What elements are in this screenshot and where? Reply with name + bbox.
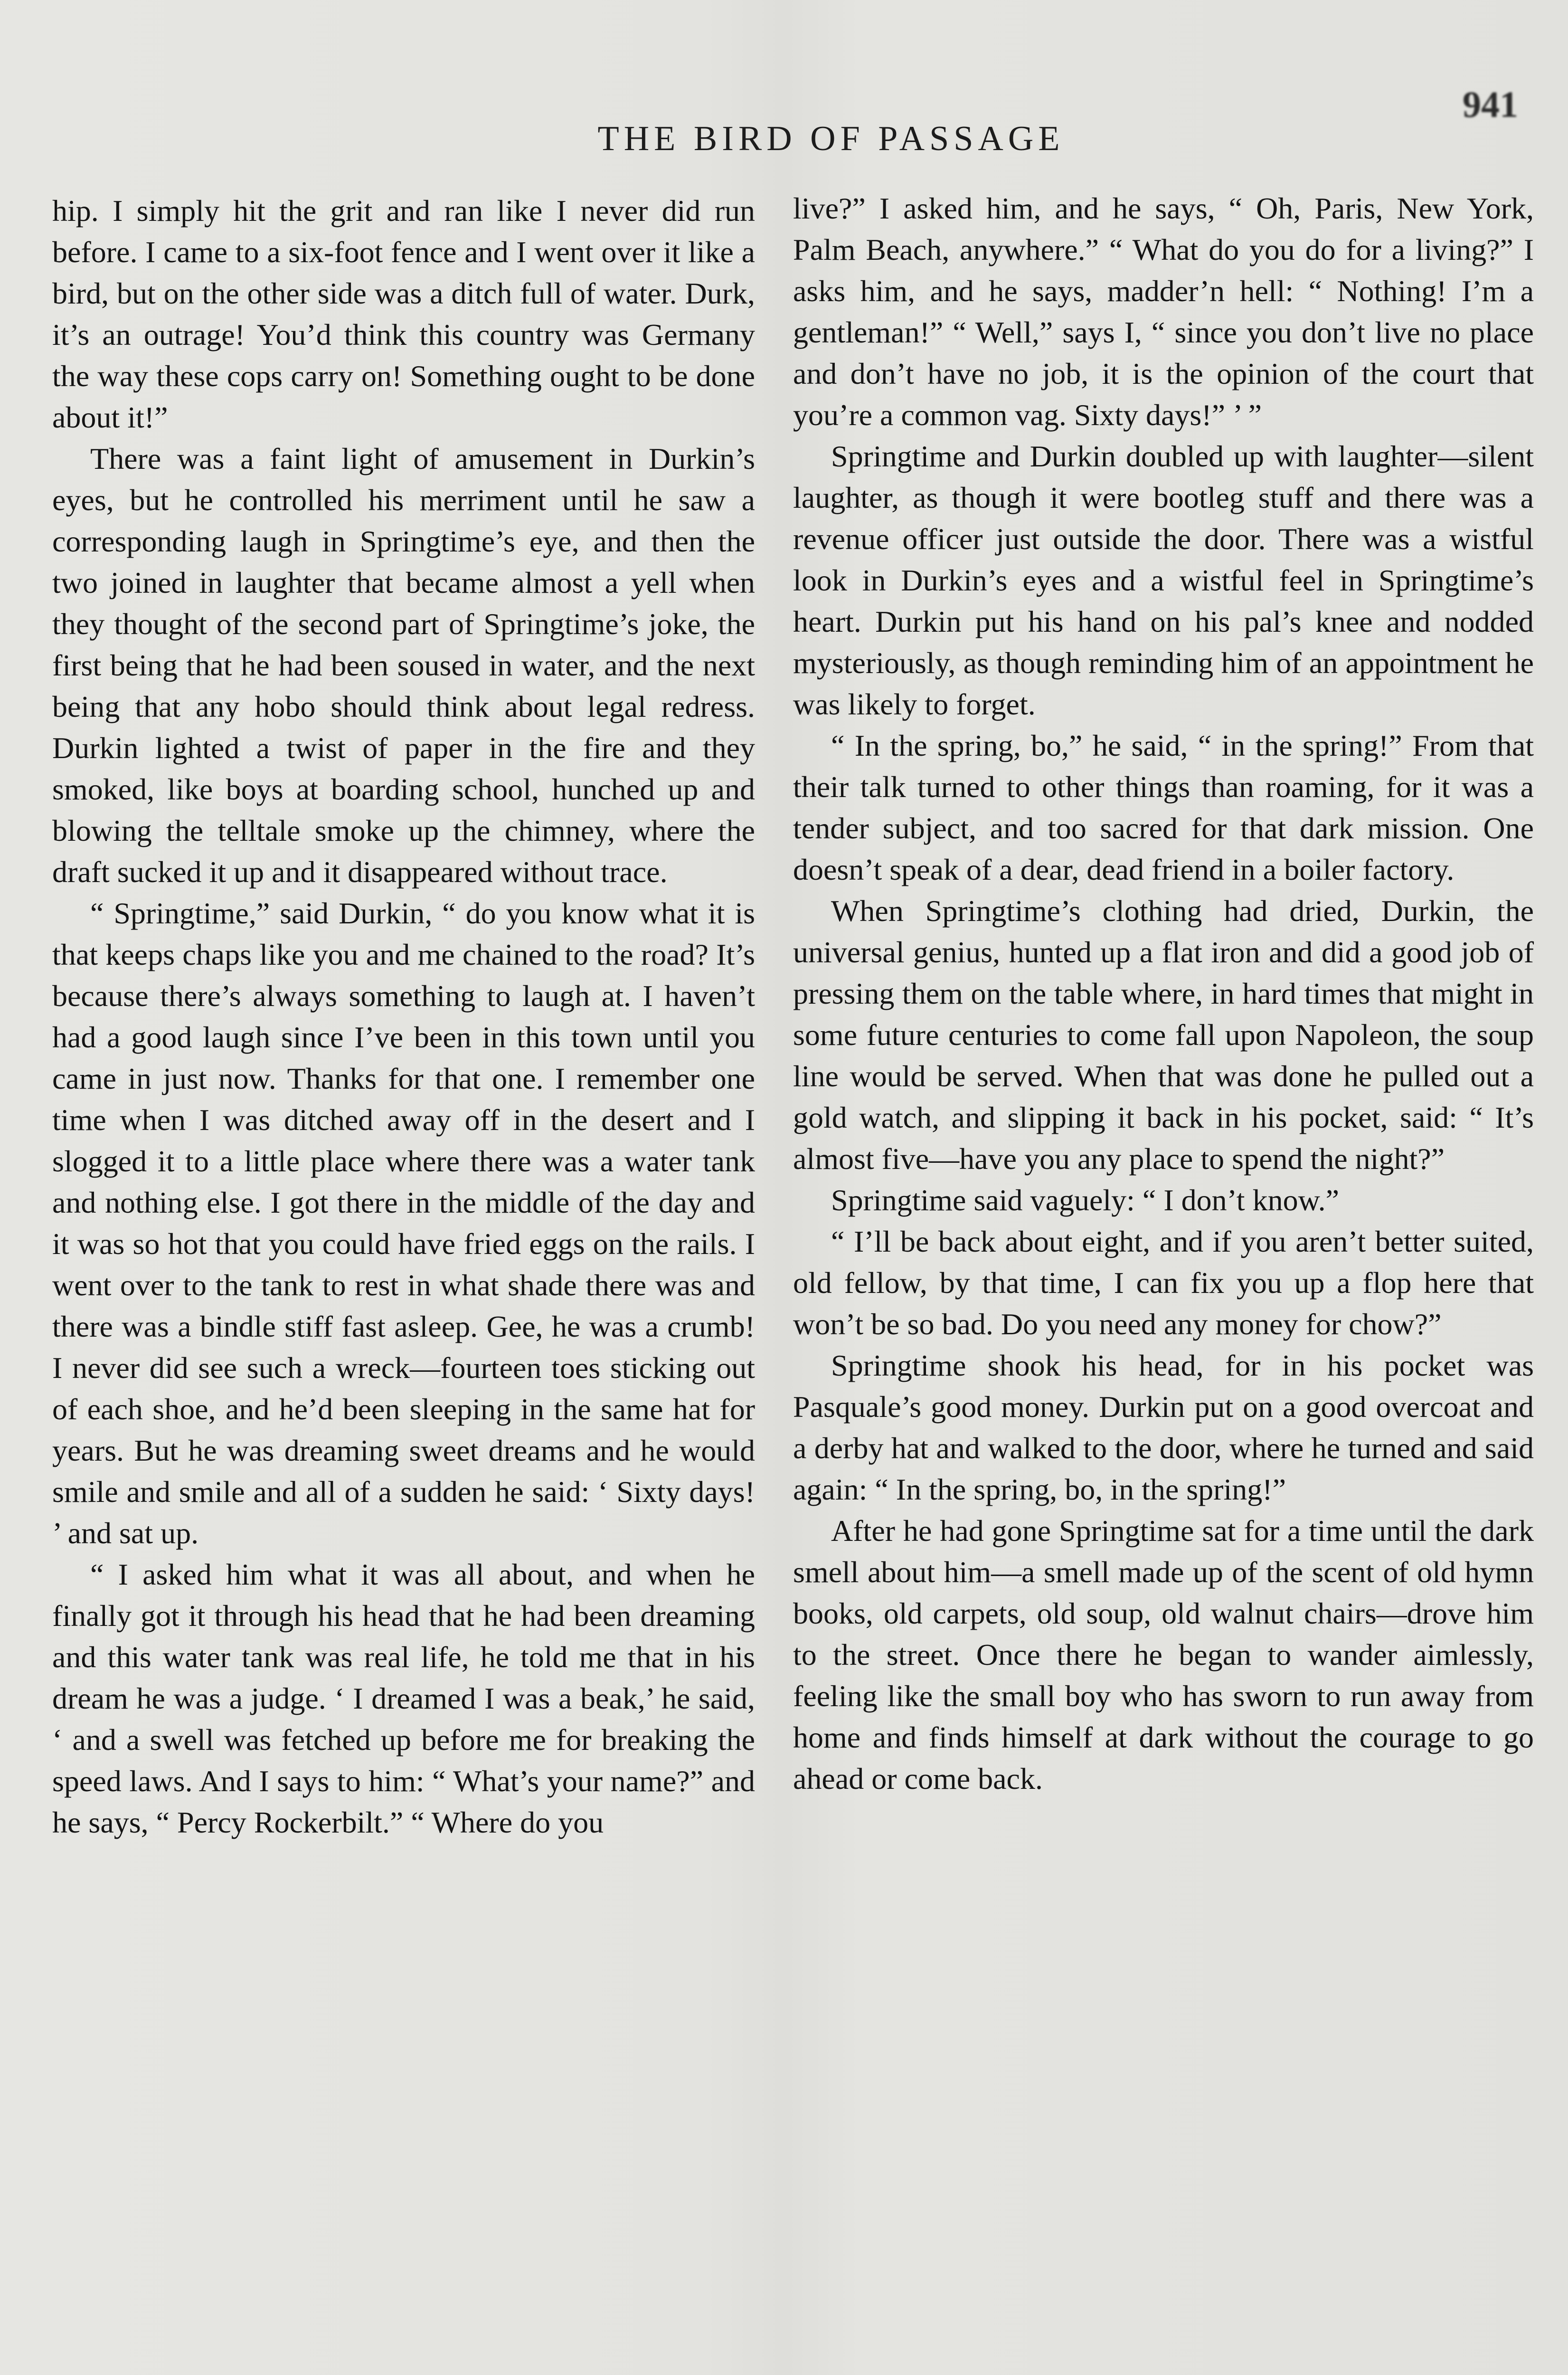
right-text-column xyxy=(793,188,1534,1799)
paragraph: Springtime and Durkin doubled up with laughter—silent laughter, as though it were bootleg stuff and there was a revenue officer just outside the door. There was a wistful look in Durkin’s eyes and a wistful feel in Springtime’s heart. Durkin put his hand on his pal’s knee and nodded mysteriously, as though reminding him of an appointment he was likely to forget. xyxy=(793,439,1534,721)
paragraph: After he had gone Springtime sat for a time until the dark smell about him—a smell made up of the scent of old hymn books, old carpets, old soup, old walnut chairs—drove him to the street. Once there he began to wander aimlessly, feeling like the small boy who has sworn to run away from home and finds himself at dark without the courage to go ahead or come back. xyxy=(793,1514,1534,1796)
paragraph: “ I asked him what it was all about, and when he finally got it through his head that he had been dreaming and this water tank was real life, he told me that in his dream he was a judge. ‘ I dreamed I was a beak,’ he said, ‘ and a swell was fetched up before me for breaking the speed laws. And I says to him: “ What’s your name?” and he says, “ Percy Rockerbilt.” “ Where do you xyxy=(52,1558,755,1839)
paragraph: Springtime shook his head, for in his pocket was Pasquale’s good money. Durkin put on a good overcoat and a derby hat and walked to the door, where he turned and said again: “ In the spring, bo, in the spring!” xyxy=(793,1349,1534,1506)
paragraph: hip. I simply hit the grit and ran like I never did run before. I came to a six-foot fence and I went over it like a bird, but on the other side was a ditch full of water. Durk, it’s an outrage! You’d think this country was Germany the way these cops carry on! Something ought to be done about it!” xyxy=(52,194,755,434)
paragraph: There was a faint light of amusement in Durkin’s eyes, but he controlled his merriment until he saw a corresponding laugh in Springtime’s eye, and then the two joined in laughter that became almost a yell when they thought of the second part of Springtime’s joke, the first being that he had been soused in water, and the next being that any hobo should think about legal redress. Durkin lighted a twist of paper in the fire and they smoked, like boys at boarding school, hunched up and blowing the telltale smoke up the chimney, where the draft sucked it up and it disappeared without trace. xyxy=(52,442,755,889)
paragraph: “ I’ll be back about eight, and if you aren’t better suited, old fellow, by that time, I can fix you up a flop here that won’t be so bad. Do you need any money for chow?” xyxy=(793,1225,1534,1341)
paragraph: When Springtime’s clothing had dried, Durkin, the universal genius, hunted up a flat iron and did a good job of pressing them on the table where, in hard times that might in some future centuries to come fall upon Napoleon, the soup line would be served. When that was done he pulled out a gold watch, and slipping it back in his pocket, said: “ It’s almost five—have you any place to spend the night?” xyxy=(793,894,1534,1176)
paragraph: “ Springtime,” said Durkin, “ do you know what it is that keeps chaps like you and me chained to the road? It’s because there’s always something to laugh at. I haven’t had a good laugh since I’ve been in this town until you came in just now. Thanks for that one. I remember one time when I was ditched away off in the desert and I slogged it to a little place where there was a water tank and nothing else. I got there in the middle of the day and it was so hot that you could have fried eggs on the rails. I went over to the tank to rest in what shade there was and there was a bindle stiff fast asleep. Gee, he was a crumb! I never did see such a wreck—fourteen toes sticking out of each shoe, and he’d been sleeping in the same hat for years. But he was dreaming sweet dreams and he would smile and smile and all of a sudden he said: ‘ Sixty days! ’ and sat up. xyxy=(52,896,755,1550)
paragraph: “ In the spring, bo,” he said, “ in the spring!” From that their talk turned to other things than roaming, for it was a tender subject, and too sacred for that dark mission. One doesn’t speak of a dear, dead friend in a boiler factory. xyxy=(793,729,1534,886)
running-header: THE BIRD OF PASSAGE xyxy=(597,119,1065,158)
paragraph: Springtime said vaguely: “ I don’t know.” xyxy=(831,1183,1340,1217)
paragraph: live?” I asked him, and he says, “ Oh, Paris, New York, Palm Beach, anywhere.” “ What do you do for a living?” I asks him, and he says, madder’n hell: “ Nothing! I’m a gentleman!” “ Well,” says I, “ since you don’t live no place and don’t have no job, it is the opinion of the court that you’re a common vag. Sixty days!” ’ ” xyxy=(793,191,1534,432)
page-number: 941 xyxy=(1463,84,1518,125)
left-text-column xyxy=(52,190,755,1843)
